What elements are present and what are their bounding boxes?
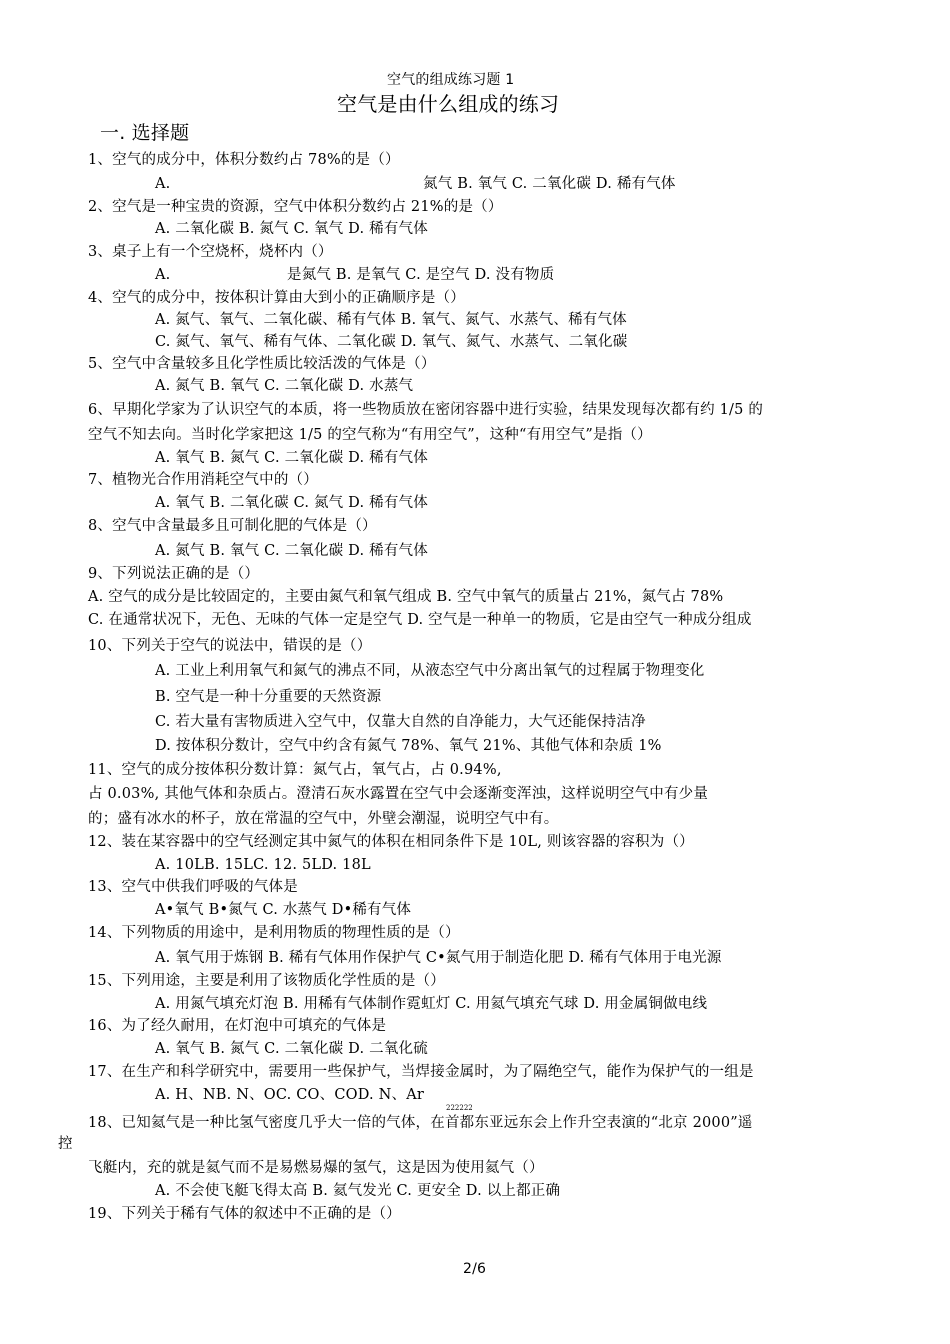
question-1-option-a-label: A. (155, 176, 171, 192)
question-9-options-line-2: C. 在通常状况下，无色、无味的气体一定是空气 D. 空气是一种单一的物质，它是由空气一种成分组成 (88, 612, 752, 628)
question-1-options: 氮气 B. 氧气 C. 二氧化碳 D. 稀有气体 (423, 176, 676, 192)
question-6-line-2: 空气不知去向。当时化学家把这 1/5 的空气称为“有用空气”，这种“有用空气”是指（） (88, 427, 652, 443)
question-11-line-3: 的；盛有冰水的杯子，放在常温的空气中，外壁会潮湿，说明空气中有。 (88, 811, 559, 827)
question-10-option-d: D. 按体积分数计，空气中约含有氮气 78%、氧气 21%、其他气体和杂质 1% (155, 738, 662, 754)
question-18-line-1: 18、已知氦气是一种比氢气密度几乎大一倍的气体，在首都东亚远东会上作升空表演的“北京 2000”遥 (88, 1115, 753, 1131)
question-16-options: A. 氧气 B. 氮气 C. 二氧化碳 D. 二氧化硫 (155, 1041, 428, 1057)
question-6-line-1: 6、早期化学家为了认识空气的本质，将一些物质放在密闭容器中进行实验，结果发现每次都有约 1/5 的 (88, 402, 764, 418)
question-4-options-line-1: A. 氮气、氧气、二氧化碳、稀有气体 B. 氧气、氮气、水蒸气、稀有气体 (155, 312, 627, 328)
question-14: 14、下列物质的用途中，是利用物质的物理性质的是（） (88, 925, 460, 941)
question-15: 15、下列用途，主要是利用了该物质化学性质的是（） (88, 973, 445, 989)
question-11-line-1: 11、空气的成分按体积分数计算：氮气占，氧气占，占 0.94%, (88, 762, 502, 778)
question-4-options-line-2: C. 氮气、氧气、稀有气体、二氧化碳 D. 氧气、氮气、水蒸气、二氧化碳 (155, 334, 628, 350)
question-10-option-b: B. 空气是一种十分重要的天然资源 (155, 689, 382, 705)
question-5: 5、空气中含量较多且化学性质比较活泼的气体是（） (88, 356, 436, 372)
question-3-option-a-label: A. (155, 267, 171, 283)
question-3-options: 是氮气 B. 是氧气 C. 是空气 D. 没有物质 (287, 267, 555, 283)
question-7: 7、植物光合作用消耗空气中的（） (88, 472, 318, 488)
question-2: 2、空气是一种宝贵的资源，空气中体积分数约占 21%的是（） (88, 199, 503, 215)
question-13-options: A•氧气 B•氮气 C. 水蒸气 D•稀有气体 (155, 902, 412, 918)
question-12: 12、装在某容器中的空气经测定其中氮气的体积在相同条件下是 10L, 则该容器的容积为（） (88, 834, 694, 850)
question-10-option-a: A. 工业上利用氧气和氮气的沸点不同，从液态空气中分离出氧气的过程属于物理变化 (155, 663, 705, 679)
question-6-options: A. 氧气 B. 氮气 C. 二氧化碳 D. 稀有气体 (155, 450, 428, 466)
question-4: 4、空气的成分中，按体积计算由大到小的正确顺序是（） (88, 290, 465, 306)
question-12-options: A. 10LB. 15LC. 12. 5LD. 18L (155, 857, 371, 873)
document-subtitle: 空气的组成练习题 1 (387, 72, 515, 88)
question-8: 8、空气中含量最多且可制化肥的气体是（） (88, 518, 377, 534)
question-5-options: A. 氮气 B. 氧气 C. 二氧化碳 D. 水蒸气 (155, 378, 414, 394)
section-heading: 一. 选择题 (100, 122, 190, 144)
question-18-options: A. 不会使飞艇飞得太高 B. 氦气发光 C. 更安全 D. 以上都正确 (155, 1183, 561, 1199)
question-15-options: A. 用氮气填充灯泡 B. 用稀有气体制作霓虹灯 C. 用氦气填充气球 D. 用金属铜做电线 (155, 996, 708, 1012)
question-19: 19、下列关于稀有气体的叙述中不正确的是（） (88, 1206, 401, 1222)
question-2-options: A. 二氧化碳 B. 氮气 C. 氧气 D. 稀有气体 (155, 221, 428, 237)
document-title: 空气是由什么组成的练习 (337, 92, 560, 116)
question-7-options: A. 氧气 B. 二氧化碳 C. 氮气 D. 稀有气体 (155, 495, 428, 511)
question-10: 10、下列关于空气的说法中，错误的是（） (88, 638, 372, 654)
question-8-options: A. 氮气 B. 氧气 C. 二氧化碳 D. 稀有气体 (155, 543, 428, 559)
question-9: 9、下列说法正确的是（） (88, 566, 260, 582)
question-16: 16、为了经久耐用，在灯泡中可填充的气体是 (88, 1018, 387, 1034)
page-number: 2/6 (463, 1261, 487, 1277)
question-1: 1、空气的成分中，体积分数约占 78%的是（） (88, 152, 400, 168)
question-10-option-c: C. 若大量有害物质进入空气中，仅靠大自然的自净能力，大气还能保持洁净 (155, 714, 646, 730)
question-17-subscripts: 222222 (446, 1104, 473, 1112)
question-17: 17、在生产和科学研究中，需要用一些保护气，当焊接金属时，为了隔绝空气，能作为保护气的一组是 (88, 1064, 754, 1080)
question-17-options: A. H、NB. N、OC. CO、COD. N、Ar (155, 1087, 425, 1103)
question-18-line-1-wrap: 控 (58, 1136, 73, 1152)
question-11-line-2: 占 0.03%, 其他气体和杂质占。澄清石灰水露置在空气中会逐渐变浑浊，这样说明空气中有少量 (88, 786, 709, 802)
question-18-line-2: 飞艇内，充的就是氦气而不是易燃易爆的氢气，这是因为使用氦气（） (88, 1160, 544, 1176)
question-9-options-line-1: A. 空气的成分是比较固定的，主要由氮气和氧气组成 B. 空气中氧气的质量占 21%，氮气占 78% (88, 589, 724, 605)
question-3: 3、桌子上有一个空烧杯，烧杯内（） (88, 244, 333, 260)
question-13: 13、空气中供我们呼吸的气体是 (88, 879, 298, 895)
question-14-options: A. 氧气用于炼钢 B. 稀有气体用作保护气 C•氮气用于制造化肥 D. 稀有气体用于电光源 (155, 950, 722, 966)
